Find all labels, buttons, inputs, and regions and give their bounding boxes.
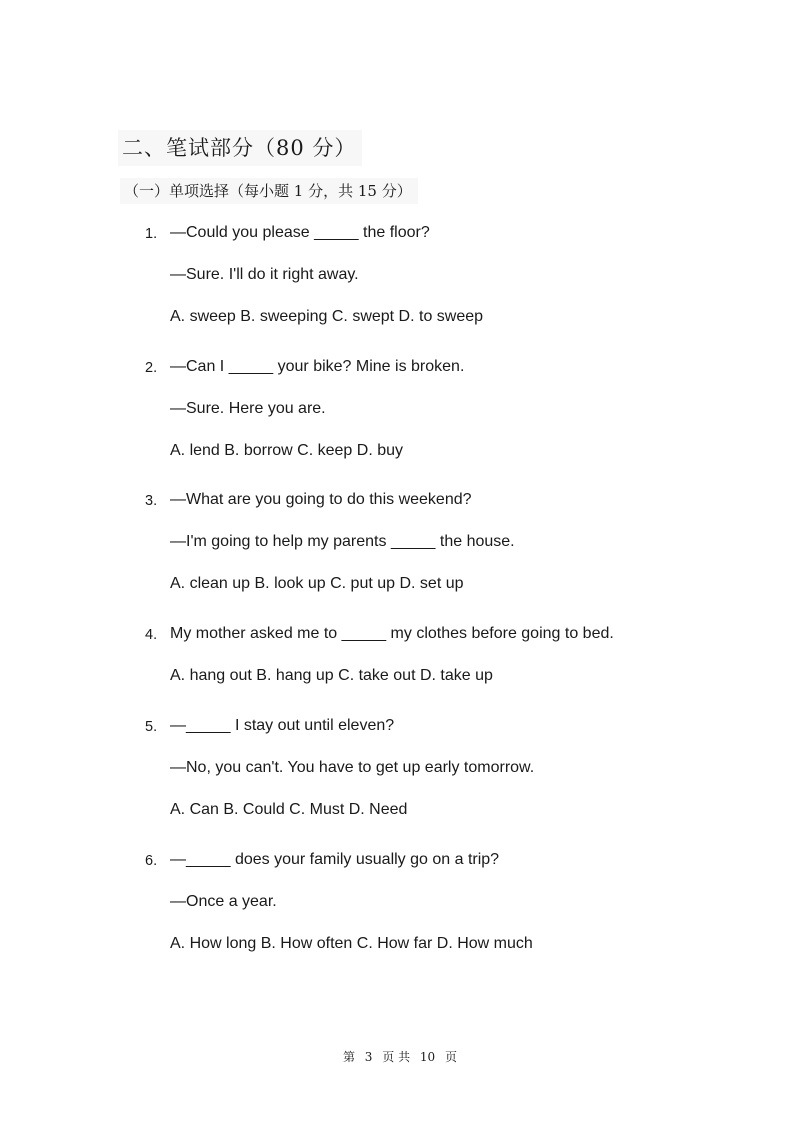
- question-stem: —Could you please _____ the floor?: [170, 224, 430, 241]
- question-stem: —Can I _____ your bike? Mine is broken.: [170, 358, 465, 375]
- question-reply: —No, you can't. You have to get up early tomorrow.: [170, 759, 535, 776]
- question-number: 3.: [145, 493, 158, 509]
- question-options: A. sweep B. sweeping C. swept D. to sweep: [170, 308, 484, 325]
- question-reply: —Sure. I'll do it right away.: [170, 266, 359, 283]
- question-options: A. hang out B. hang up C. take out D. take up: [170, 667, 493, 684]
- question-number: 6.: [145, 853, 158, 869]
- question-reply: —Once a year.: [170, 893, 277, 910]
- subsection-title: （一）单项选择（每小题 1 分，共 15 分）: [120, 178, 418, 204]
- question-number: 2.: [145, 360, 158, 376]
- page-footer: [0, 1048, 800, 1065]
- footer-prefix: 第: [342, 1050, 355, 1064]
- question-stem: —What are you going to do this weekend?: [170, 491, 472, 508]
- question-stem: —_____ I stay out until eleven?: [170, 717, 395, 734]
- page-number: 3: [364, 1050, 373, 1064]
- question-options: A. How long B. How often C. How far D. How much: [170, 935, 533, 952]
- question-stem: —_____ does your family usually go on a trip?: [170, 851, 500, 868]
- question-stem: My mother asked me to _____ my clothes before going to bed.: [170, 625, 614, 642]
- question-number: 1.: [145, 226, 158, 242]
- question-options: A. clean up B. look up C. put up D. set up: [170, 575, 464, 592]
- question-options: A. lend B. borrow C. keep D. buy: [170, 442, 403, 459]
- footer-suffix: 页: [445, 1050, 458, 1064]
- question-reply: —I'm going to help my parents _____ the house.: [170, 533, 515, 550]
- question-reply: —Sure. Here you are.: [170, 400, 326, 417]
- section-title: 二、笔试部分（80 分）: [118, 130, 362, 166]
- question-number: 5.: [145, 719, 158, 735]
- question-number: 4.: [145, 627, 158, 643]
- total-pages: 10: [419, 1050, 436, 1064]
- question-options: A. Can B. Could C. Must D. Need: [170, 801, 408, 818]
- footer-mid: 页 共: [382, 1050, 411, 1064]
